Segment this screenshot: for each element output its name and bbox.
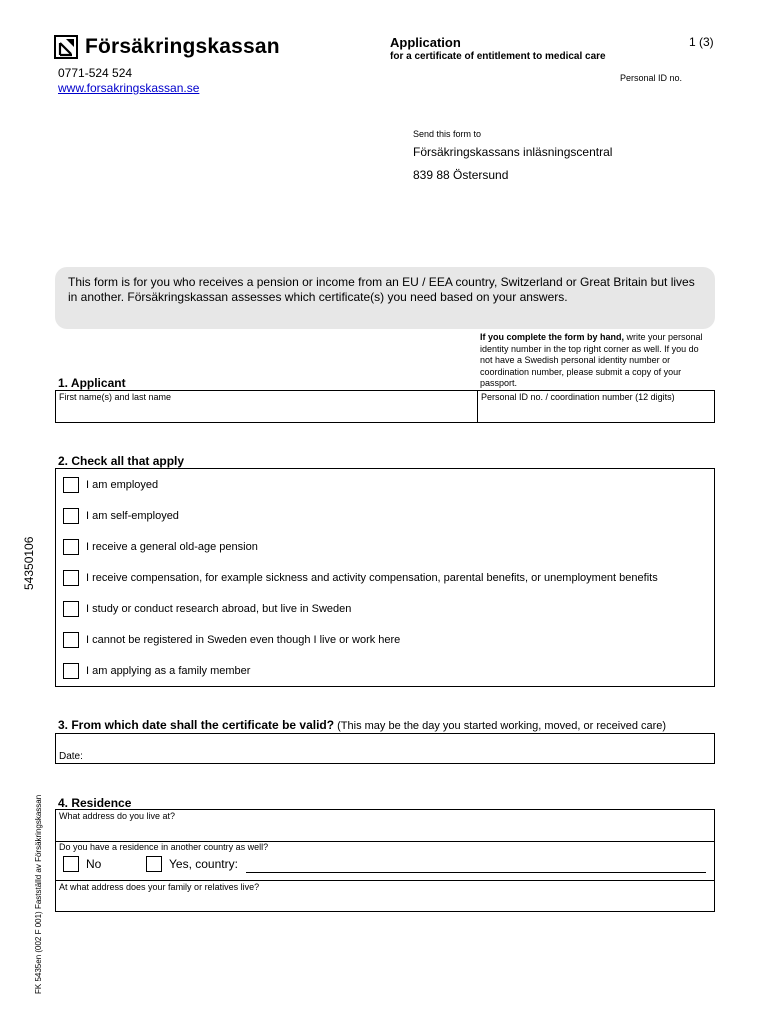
checkbox[interactable]: [63, 539, 79, 555]
section-2-title: 2. Check all that apply: [58, 454, 185, 468]
option-compensation[interactable]: [63, 570, 658, 586]
option-study-abroad[interactable]: [63, 601, 351, 617]
family-address-label: At what address does your family or relatives live?: [59, 882, 260, 892]
section-1-title: 1. Applicant: [58, 376, 126, 390]
section-4-title: 4. Residence: [58, 796, 132, 810]
option-cannot-register[interactable]: [63, 632, 400, 648]
applicant-id-field[interactable]: [478, 391, 714, 422]
brand-logo: [54, 35, 280, 59]
send-to-address: 839 88 Östersund: [413, 168, 509, 182]
date-label: Date:: [59, 751, 83, 762]
checkbox[interactable]: [63, 856, 79, 872]
hand-note-text: write your personal identity number in the top right corner as well. If you do not have a Swedish personal identity number or coordination number, please submit a copy of your passport.: [480, 332, 703, 388]
option-label: I cannot be registered in Sweden even though I live or work here: [86, 634, 401, 646]
contact-info: [58, 66, 199, 96]
checkbox[interactable]: [63, 663, 79, 679]
hand-completion-note: [480, 332, 710, 390]
country-input-line[interactable]: [246, 872, 706, 873]
checkbox[interactable]: [63, 601, 79, 617]
option-family-member[interactable]: [63, 663, 250, 679]
form-code-vertical: FK 5435en (002 F 001) Fastställd av Försäkringskassan: [34, 794, 43, 994]
option-self-employed[interactable]: [63, 508, 179, 524]
yes-label: Yes, country:: [169, 857, 238, 871]
address-field[interactable]: [56, 810, 714, 842]
form-number-vertical: 54350106: [22, 536, 36, 590]
page-number: 1 (3): [689, 35, 714, 49]
section-3-heading: [58, 718, 666, 732]
applicant-box: [55, 390, 715, 423]
residence-yes-option[interactable]: [146, 856, 238, 872]
brand-name: Försäkringskassan: [85, 35, 280, 58]
section-3-note: (This may be the day you started working, moved, or received care): [334, 720, 667, 732]
option-label: I am employed: [86, 479, 159, 491]
checkbox[interactable]: [63, 632, 79, 648]
form-title: Application: [390, 35, 461, 50]
checkbox[interactable]: [63, 508, 79, 524]
intro-box: [55, 267, 715, 329]
address-label: What address do you live at?: [59, 811, 176, 821]
option-employed[interactable]: [63, 477, 158, 493]
other-residence-label: Do you have a residence in another country as well?: [59, 842, 269, 852]
logo-icon: [54, 35, 78, 59]
residence-no-option[interactable]: [63, 856, 101, 872]
date-field[interactable]: [55, 733, 715, 764]
intro-text: This form is for you who receives a pension or income from an EU / EEA country, Switzerland or Great Britain but lives in another. Försäkringskassan assesses which certificate(s) you need based on your answers.: [68, 275, 695, 304]
no-label: No: [86, 857, 102, 871]
option-label: I am applying as a family member: [86, 665, 251, 677]
section-3-title: 3. From which date shall the certificate be valid?: [58, 718, 335, 732]
option-label: I am self-employed: [86, 510, 179, 522]
applicant-name-field[interactable]: [56, 391, 478, 422]
option-old-age-pension[interactable]: [63, 539, 258, 555]
checkbox[interactable]: [63, 477, 79, 493]
checkbox[interactable]: [146, 856, 162, 872]
send-to-label: Send this form to: [413, 129, 482, 139]
divider: [55, 911, 715, 912]
option-label: I receive compensation, for example sickness and activity compensation, parental benefits, or unemployment benefits: [86, 572, 658, 584]
checkbox[interactable]: [63, 570, 79, 586]
option-label: I receive a general old-age pension: [86, 541, 258, 553]
option-label: I study or conduct research abroad, but live in Sweden: [86, 603, 352, 615]
applicant-id-label: Personal ID no. / coordination number (12 digits): [481, 392, 675, 402]
website-link[interactable]: www.forsakringskassan.se: [58, 81, 200, 95]
phone-number: 0771-524 524: [58, 66, 133, 80]
hand-note-bold: If you complete the form by hand,: [480, 332, 625, 342]
send-to-name: Försäkringskassans inläsningscentral: [413, 145, 613, 159]
applicant-name-label: First name(s) and last name: [59, 392, 172, 402]
form-subtitle: for a certificate of entitlement to medical care: [390, 51, 606, 62]
personal-id-header-label: Personal ID no.: [620, 73, 683, 83]
